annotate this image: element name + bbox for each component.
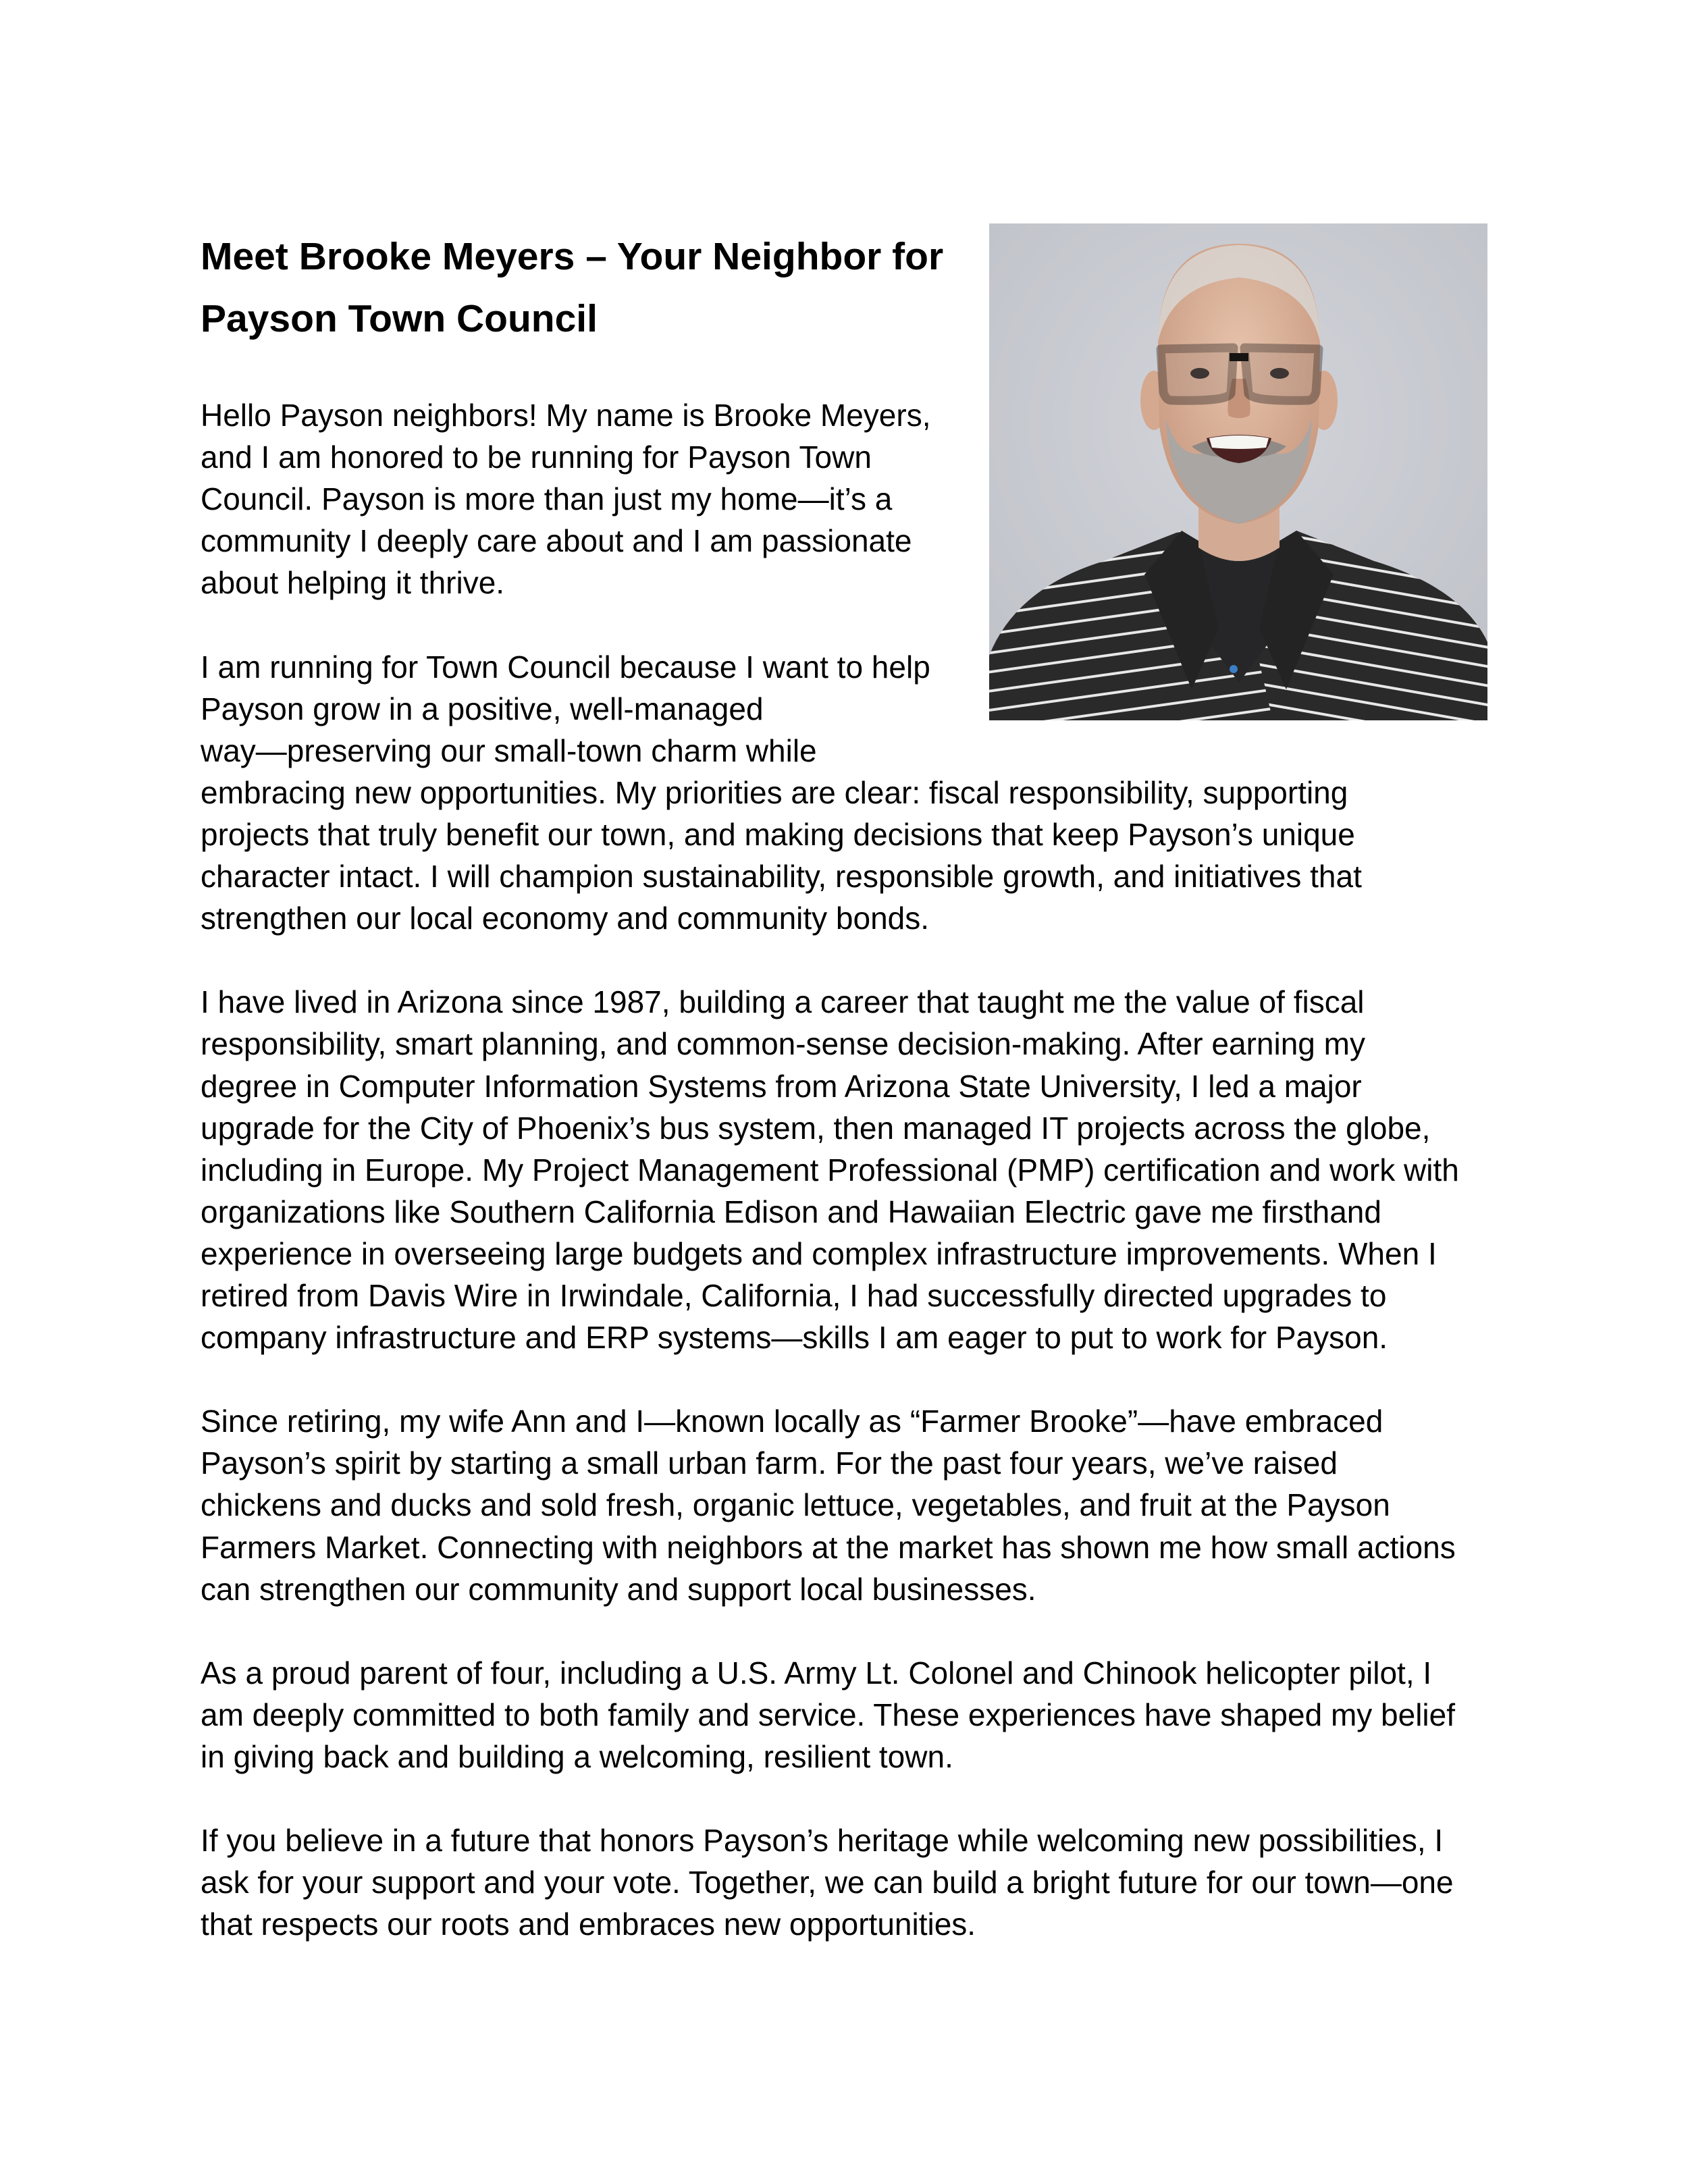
title-line-1: Meet Brooke Meyers – Your Neighbor for	[201, 235, 944, 278]
paragraph-family	[201, 1652, 1490, 1778]
paragraph-closing	[201, 1819, 1490, 1945]
text-line: organizations like Southern California Edison and Hawaiian Electric gave me firsthand	[201, 1194, 1381, 1229]
text-line: character intact. I will champion sustainability, responsible growth, and initiatives that	[201, 859, 1362, 895]
text-line: If you believe in a future that honors Payson’s heritage while welcoming new possibilities, I	[201, 1823, 1444, 1859]
text-line: degree in Computer Information Systems from Arizona State University, I led a major	[201, 1068, 1362, 1104]
text-line: embracing new opportunities. My priorities are clear: fiscal responsibility, supporting	[201, 774, 1348, 810]
text-line: am deeply committed to both family and service. These experiences have shaped my belief	[201, 1697, 1456, 1732]
text-line: chickens and ducks and sold fresh, organic lettuce, vegetables, and fruit at the Payson	[201, 1487, 1390, 1523]
text-line: I am running for Town Council because I want to help	[201, 649, 930, 685]
text-line: Council. Payson is more than just my home—it’s a	[201, 481, 893, 517]
text-line: including in Europe. My Project Management Professional (PMP) certification and work with	[201, 1152, 1459, 1188]
text-line: about helping it thrive.	[201, 565, 505, 601]
text-line: experience in overseeing large budgets and complex infrastructure improvements. When I	[201, 1235, 1437, 1271]
text-line: retired from Davis Wire in Irwindale, California, I had successfully directed upgrades to	[201, 1277, 1387, 1313]
text-line: Farmers Market. Connecting with neighbors at the market has shown me how small actions	[201, 1529, 1456, 1565]
paragraph-intro	[201, 394, 1490, 604]
text-line: projects that truly benefit our town, and making decisions that keep Payson’s unique	[201, 816, 1355, 852]
article-body	[201, 394, 1490, 1988]
text-line: I have lived in Arizona since 1987, building a career that taught me the value of fiscal	[201, 984, 1365, 1020]
paragraph-career	[201, 981, 1490, 1358]
text-line: responsibility, smart planning, and common-sense decision-making. After earning my	[201, 1026, 1365, 1062]
text-line: and I am honored to be running for Payson Town	[201, 440, 872, 475]
text-line: Payson’s spirit by starting a small urban farm. For the past four years, we’ve raised	[201, 1445, 1338, 1481]
text-line: way—preserving our small-town charm while	[201, 733, 817, 768]
text-line: As a proud parent of four, including a U.S. Army Lt. Colonel and Chinook helicopter pilot, I	[201, 1655, 1432, 1690]
text-line: Since retiring, my wife Ann and I—known locally as “Farmer Brooke”—have embraced	[201, 1404, 1383, 1439]
text-line: that respects our roots and embraces new opportunities.	[201, 1907, 976, 1942]
paragraph-priorities	[201, 646, 1490, 940]
text-line: company infrastructure and ERP systems—skills I am eager to put to work for Payson.	[201, 1320, 1388, 1356]
text-line: Hello Payson neighbors! My name is Brooke Meyers,	[201, 398, 931, 433]
text-line: community I deeply care about and I am passionate	[201, 523, 912, 559]
page-title	[201, 225, 943, 350]
title-line-2: Payson Town Council	[201, 297, 598, 340]
text-line: strengthen our local economy and community bonds.	[201, 901, 930, 936]
text-line: Payson grow in a positive, well-managed	[201, 691, 764, 726]
text-line: in giving back and building a welcoming, resilient town.	[201, 1739, 953, 1774]
text-line: can strengthen our community and support local businesses.	[201, 1571, 1036, 1607]
paragraph-farm	[201, 1400, 1490, 1609]
text-line: upgrade for the City of Phoenix’s bus system, then managed IT projects across the globe,	[201, 1110, 1431, 1146]
text-line: ask for your support and your vote. Together, we can build a bright future for our town—one	[201, 1865, 1454, 1900]
